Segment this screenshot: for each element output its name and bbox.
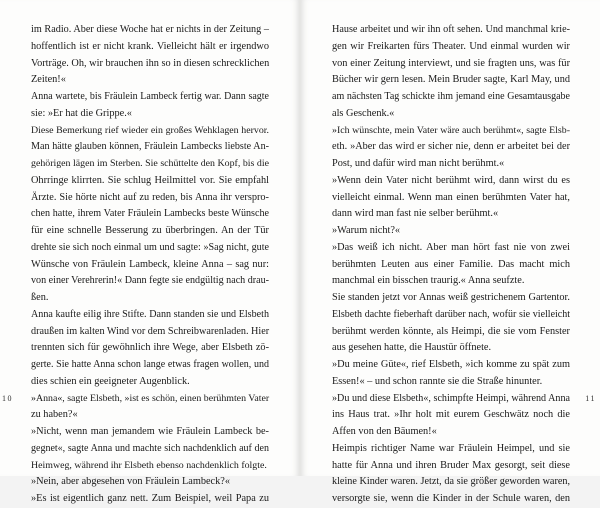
text-line: von einer Zeitung interviewt, und sie fragten uns, was für — [332, 57, 570, 69]
right-page-text — [332, 22, 570, 508]
text-line: vielleicht einmal. Wenn man einen berühmten Vater hat, — [332, 191, 570, 203]
text-line: Post, und dafür wird man nicht berühmt.« — [332, 158, 505, 169]
text-line: Essen!« – und schon rannte sie die Straße hinunter. — [332, 375, 543, 387]
text-line: Ohrringe klirrten. Sie schlug Heilmittel vor. Sie empfahl — [31, 174, 269, 186]
text-line: gerte. Sie hatte Anna schon lange etwas fragen wollen, und — [31, 359, 269, 370]
text-line: Sie standen jetzt vor Annas weiß gestrichenem Gartentor. — [332, 292, 570, 303]
text-line: dann wird man fast nie selber berühmt.« — [332, 208, 499, 220]
text-line: berühmten Leuten aus einer Familie. Das macht mich — [332, 258, 570, 270]
text-line: Vorträge. Oh, wir brauchen ihn so in diesen schrecklichen — [31, 57, 270, 69]
text-line: Heimpis richtiger Name war Fräulein Heimpel, und sie — [332, 442, 570, 454]
text-line: »Das weiß ich nicht. Aber man hört fast nie von zwei — [332, 241, 570, 253]
right-page — [301, 0, 600, 504]
text-line: Affen von den Bäumen!« — [332, 426, 437, 437]
text-line: »Warum nicht?« — [332, 225, 401, 236]
text-line: hatte für Anna und ihren Bruder Max gesorgt, seit diese — [332, 459, 570, 471]
text-line: aus gesehen hatte, die Haustür öffnete. — [332, 342, 492, 354]
text-line: Heimweg, während ihr Elsbeth ebenso nachdenklich folgte. — [31, 459, 267, 471]
left-page — [0, 0, 299, 504]
text-line: »Es ist eigentlich ganz nett. Zum Beispiel, weil Papa zu — [31, 493, 269, 504]
text-line: im Radio. Aber diese Woche hat er nichts in der Zeitung – — [31, 24, 269, 35]
text-line: Anna wartete, bis Fräulein Lambeck fertig war. Dann sagte — [31, 91, 269, 102]
text-line: gen wir Freikarten fürs Theater. Und einmal wurden wir — [332, 40, 570, 52]
text-line: kleine Kinder waren. Jetzt, da sie größer geworden waren, — [332, 476, 570, 488]
text-line: Bücher wir gern lesen. Mein Bruder sagte, Karl May, und — [332, 74, 570, 86]
text-line: gegnet«, sagte Anna und machte sich nachdenklich auf den — [31, 442, 269, 454]
text-line: »Du und diese Elsbeth«, schimpfte Heimpi, während Anna — [332, 392, 570, 404]
text-line: hoffentlich ist er nicht krank. Vielleicht hält er irgendwo — [31, 40, 269, 52]
text-line: sie: »Er hat die Grippe.« — [31, 107, 132, 119]
text-line: Diese Bemerkung rief wieder ein großes Wehklagen hervor. — [31, 124, 269, 136]
text-line: »Nein, aber abgesehen von Fräulein Lambeck?« — [31, 476, 230, 488]
text-line: berühmt werden könnte, als Heimpi, die sie vom Fenster — [332, 325, 570, 337]
text-line: ins Haus trat. »Ihr holt mit eurem Geschwätz noch die — [332, 409, 570, 421]
text-line: »Anna«, sagte Elsbeth, »ist es schön, einen berühmten Vater — [31, 392, 270, 404]
text-line: manchmal ein bisschen traurig.« Anna seufzte. — [332, 275, 525, 287]
text-line: trennten sich für gewöhnlich ihre Wege, aber Elsbeth zö- — [31, 342, 269, 354]
text-line: eth. »Aber das wird er sicher nie, denn er arbeitet bei der — [332, 141, 570, 153]
text-line: zu haben?« — [31, 409, 78, 421]
text-line: »Nicht, wenn man jemandem wie Fräulein Lambeck be- — [31, 426, 269, 437]
text-line: »Wenn dein Vater nicht berühmt wird, dann wirst du es — [332, 174, 570, 186]
text-line: chen hatte, ihrem Vater Fräulein Lambecks beste Wünsche — [31, 208, 269, 220]
text-line: von einer Verehrerin!« Dann fegte sie endgültig nach drau- — [31, 275, 270, 287]
text-line: Anna kaufte eilig ihre Stifte. Dann standen sie und Elsbeth — [31, 308, 269, 320]
text-line: Elsbeth dachte fieberhaft darüber nach, wofür sie vielleicht — [332, 308, 570, 320]
text-line: Zeiten!« — [31, 74, 66, 86]
text-line: am nächsten Tag schickte ihm jemand eine Gesamtausgabe — [332, 91, 570, 102]
text-line: dies schien ein geeigneter Augenblick. — [31, 375, 190, 387]
left-page-number: 10 — [2, 394, 13, 403]
text-line: »Ich wünschte, mein Vater wäre auch berühmt«, sagte Elsb- — [332, 124, 570, 136]
text-line: draußen im kalten Wind vor dem Schreibwarenladen. Hier — [31, 325, 270, 337]
text-line: Hause arbeitet und wir ihn oft sehen. Und manchmal krie- — [332, 24, 570, 35]
text-line: für eine schnelle Besserung zu überbringen. An der Tür — [31, 225, 269, 236]
text-line: Wünsche von Fräulein Lambeck, kleine Anna – sag nur: — [31, 258, 269, 270]
text-line: Man hätte glauben können, Fräulein Lambecks liebste An- — [31, 141, 269, 153]
text-line: »Du meine Güte«, rief Elsbeth, »ich komme zu spät zum — [332, 359, 570, 370]
text-line: gehörigen lägen im Sterben. Sie schüttelte den Kopf, bis die — [31, 158, 269, 169]
text-line: ßen. — [31, 292, 49, 303]
text-line: versorgte sie, wenn die Kinder in der Schule waren, den — [332, 493, 570, 504]
left-page-text — [31, 22, 269, 508]
text-line: Ärzte. Sie hörte nicht auf zu reden, bis Anna ihr verspro- — [31, 191, 269, 203]
right-page-number: 11 — [585, 394, 596, 403]
text-line: drehte sie sich noch einmal um und sagte: »Sag nicht, gute — [31, 241, 269, 253]
text-line: als Geschenk.« — [332, 107, 395, 119]
